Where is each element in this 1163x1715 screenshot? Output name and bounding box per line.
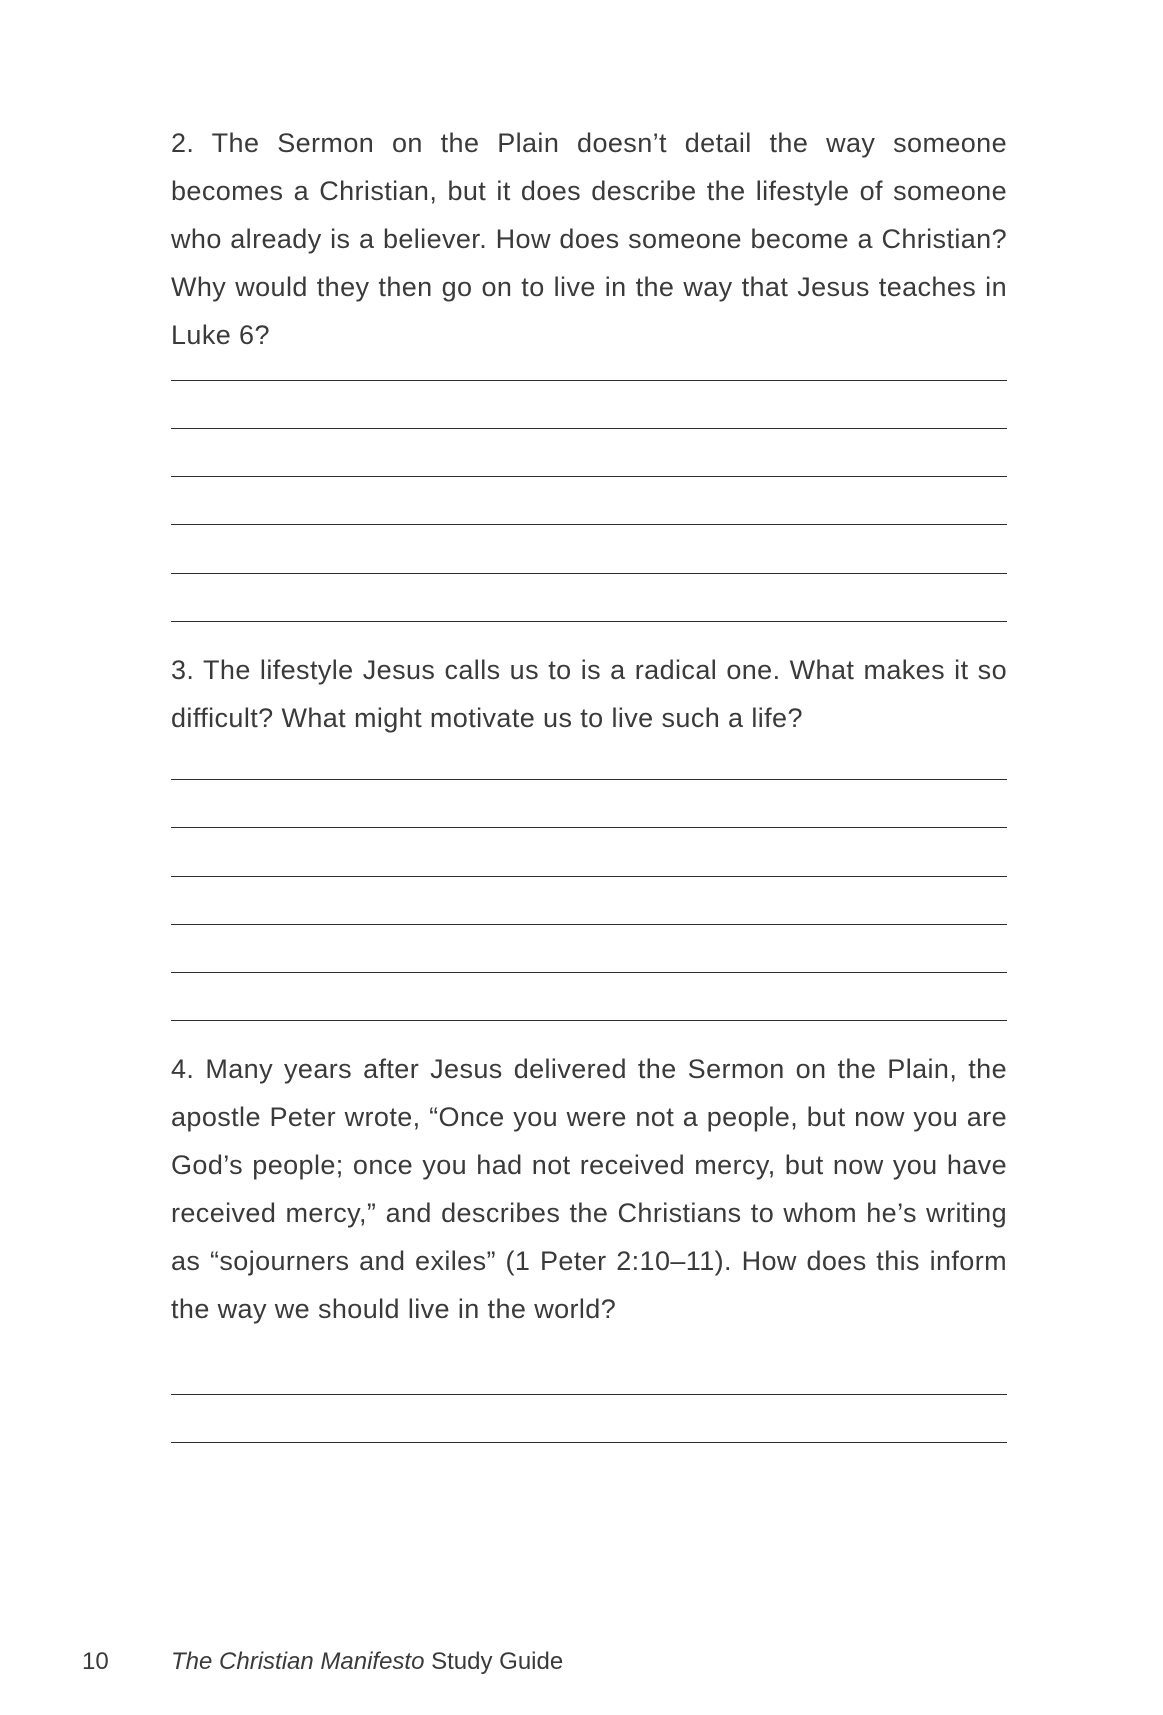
answer-line[interactable] bbox=[171, 1020, 1007, 1021]
answer-line[interactable] bbox=[171, 1394, 1007, 1395]
answer-line[interactable] bbox=[171, 621, 1007, 622]
answer-line[interactable] bbox=[171, 476, 1007, 477]
answer-line[interactable] bbox=[171, 972, 1007, 973]
footer-book-title-italic: The Christian Manifesto bbox=[171, 1648, 425, 1675]
answer-line[interactable] bbox=[171, 876, 1007, 877]
footer-book-title-suffix: Study Guide bbox=[424, 1648, 564, 1675]
question-4-text: 4. Many years after Jesus delivered the Sermon on the Plain, the apostle Peter wrote, “Once you were not a people, but now you are God’s people; once you had not received mercy, but now you have received mercy,” and describes the Christians to whom he’s writing as “sojourners and exiles” (1 Peter 2:10–11). How does this inform the way we should live in the world? bbox=[171, 1054, 1007, 1324]
answer-line[interactable] bbox=[171, 524, 1007, 525]
footer-book-title bbox=[171, 1648, 563, 1676]
question-2-text: 2. The Sermon on the Plain doesn’t detail the way someone becomes a Christian, but it does describe the lifestyle of someone who already is a believer. How does someone become a Christian? Why would they then go on to live in the way that Jesus teaches in Luke 6? bbox=[171, 128, 1007, 350]
answer-line[interactable] bbox=[171, 573, 1007, 574]
answer-line[interactable] bbox=[171, 827, 1007, 828]
answer-line[interactable] bbox=[171, 924, 1007, 925]
answer-line[interactable] bbox=[171, 380, 1007, 381]
answer-line[interactable] bbox=[171, 428, 1007, 429]
question-3-text: 3. The lifestyle Jesus calls us to is a radical one. What makes it so difficult? What might motivate us to live such a life? bbox=[171, 655, 1007, 733]
page-number: 10 bbox=[82, 1648, 109, 1675]
answer-line[interactable] bbox=[171, 1442, 1007, 1443]
answer-line[interactable] bbox=[171, 779, 1007, 780]
